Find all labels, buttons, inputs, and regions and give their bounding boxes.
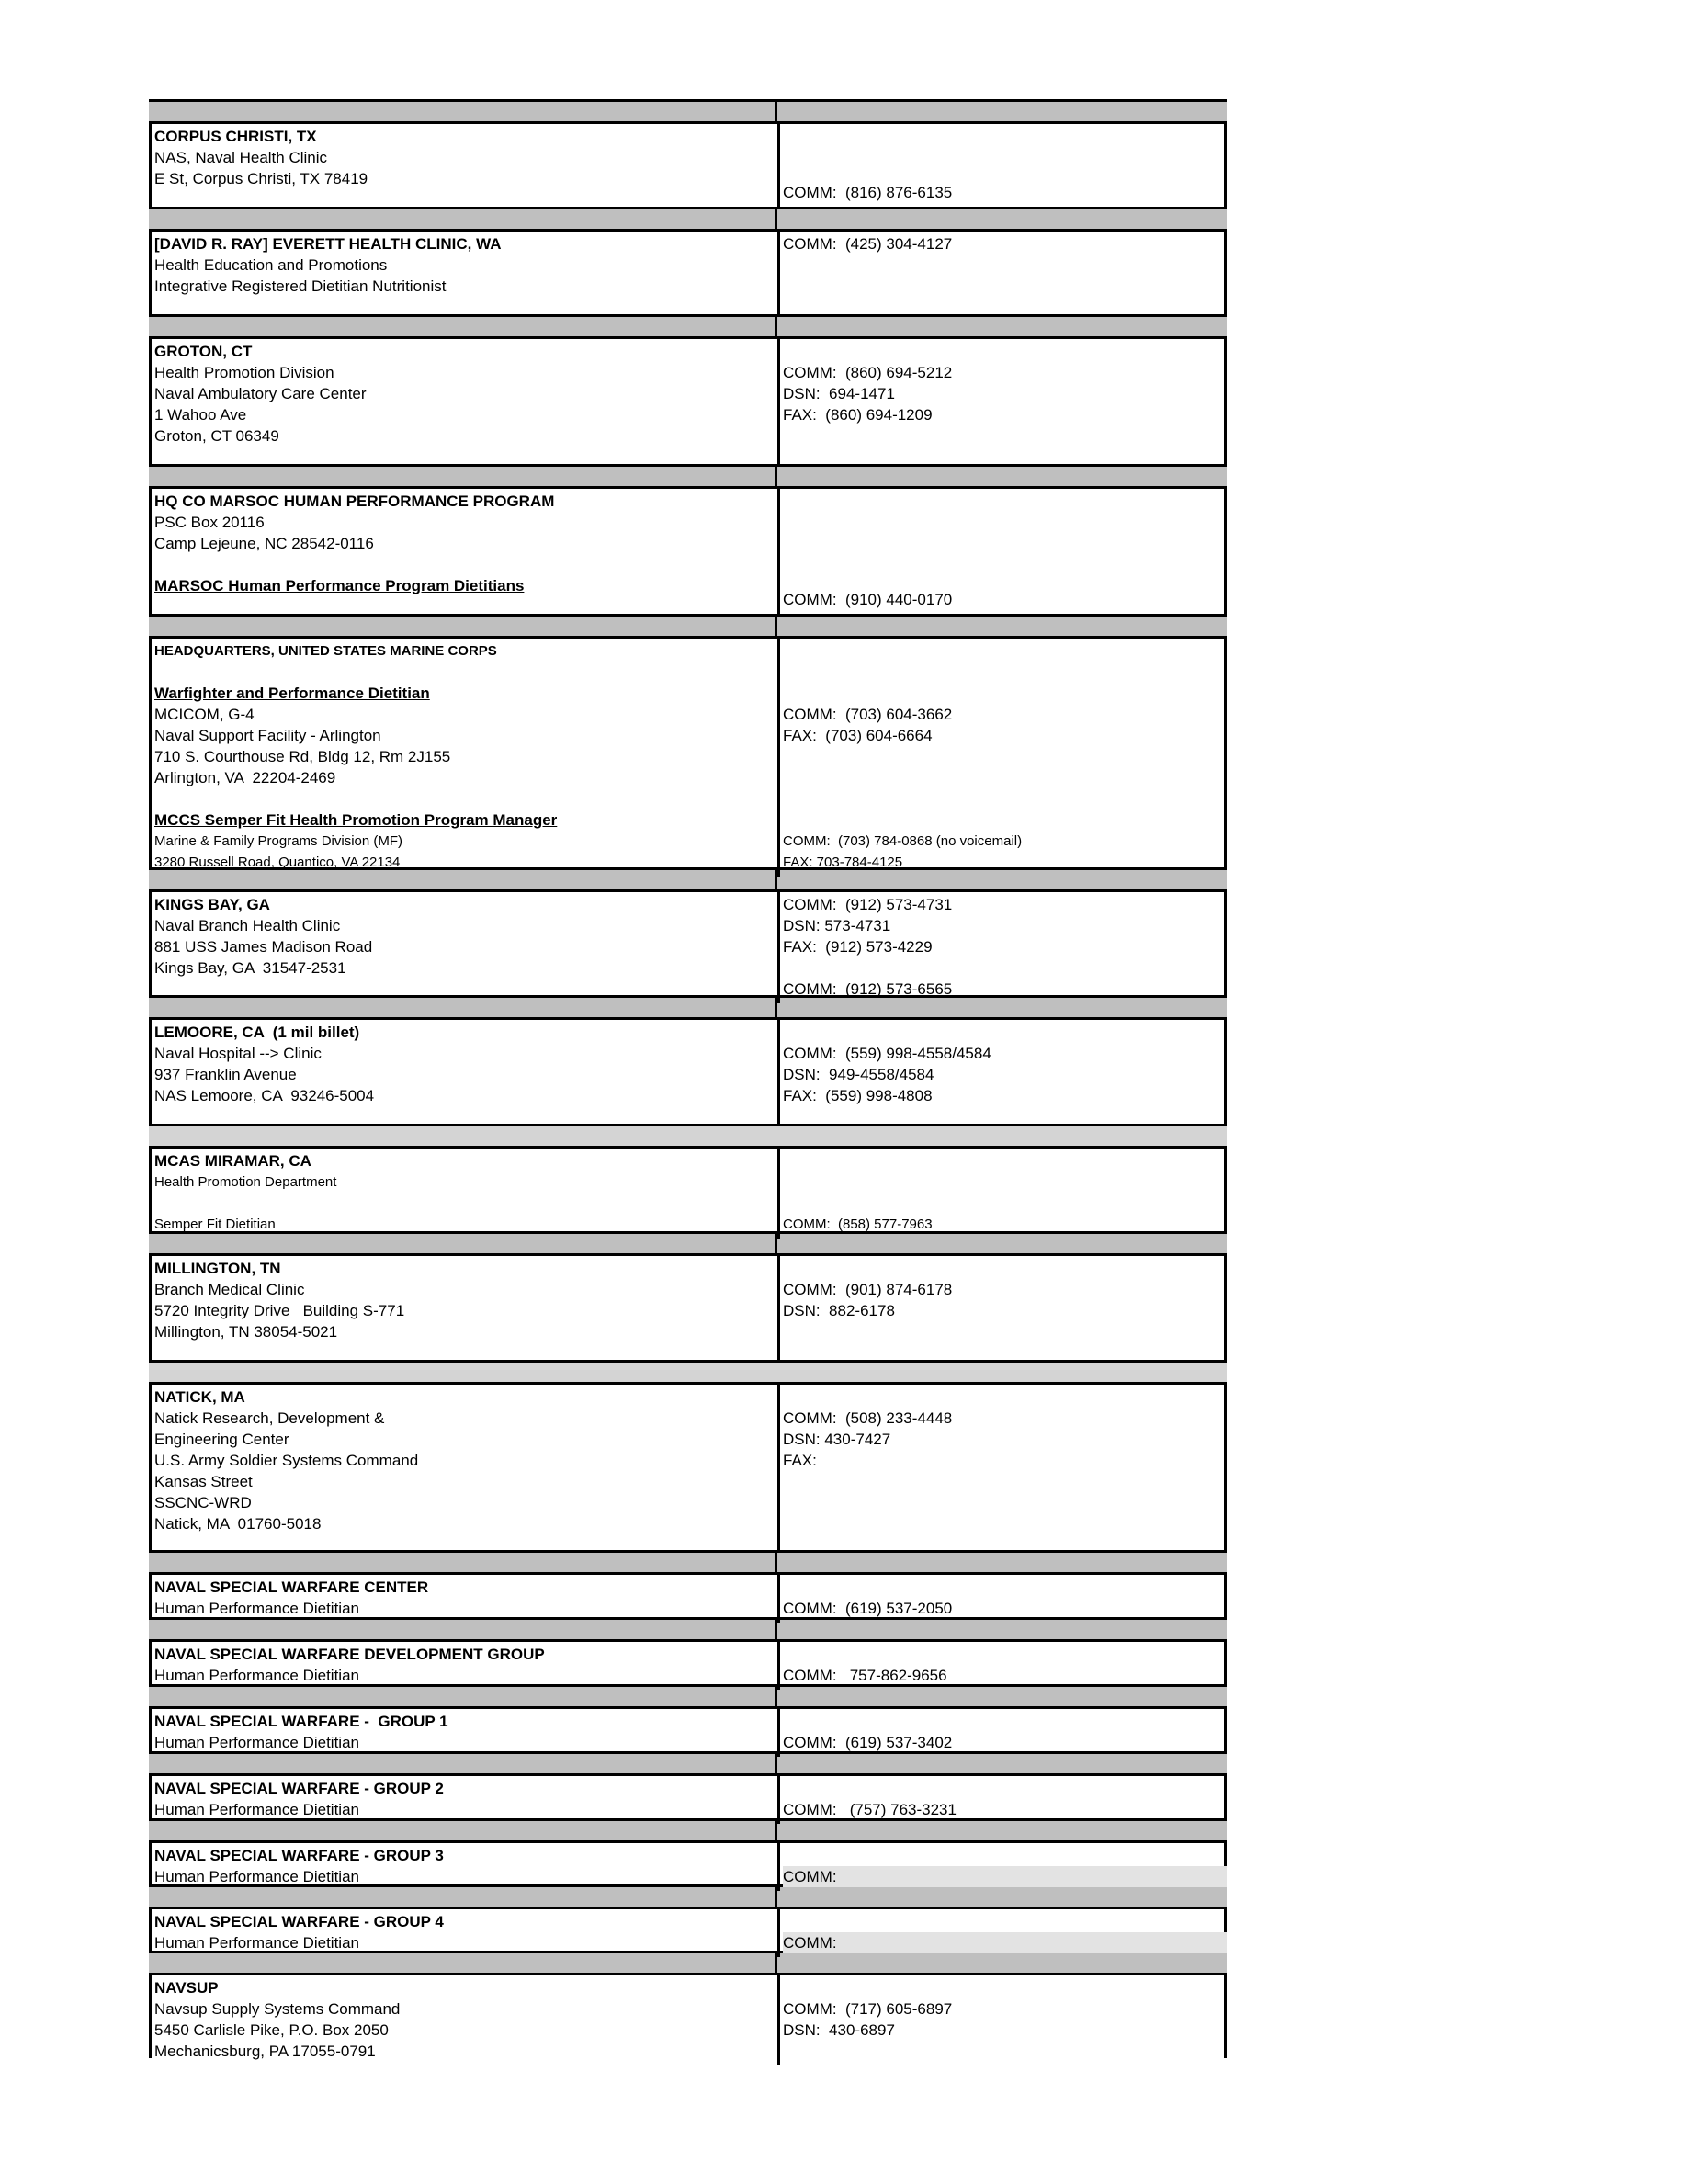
entry-line: Kansas Street [154, 1473, 253, 1490]
location-cell [152, 339, 777, 464]
entry-line [783, 788, 1227, 809]
directory-entry [149, 1909, 1227, 1951]
entry-line: DSN: 430-7427 [783, 1431, 891, 1448]
contact-cell [780, 1256, 1229, 1360]
section-separator [149, 1550, 1227, 1575]
entry-line [783, 809, 1227, 831]
entry-line [783, 341, 1227, 362]
location-cell [152, 232, 777, 314]
entry-line: FAX: [783, 1452, 817, 1469]
entry-line: Integrative Registered Dietitian Nutritionist [154, 277, 447, 295]
entry-heading: [DAVID R. RAY] EVERETT HEALTH CLINIC, WA [154, 235, 502, 253]
entry-line: Millington, TN 38054-5021 [154, 1323, 338, 1341]
location-cell [152, 1020, 777, 1124]
entry-line: Human Performance Dietitian [154, 1600, 359, 1617]
entry-heading: NAVAL SPECIAL WARFARE DEVELOPMENT GROUP [154, 1646, 545, 1663]
entry-line [154, 554, 775, 575]
contact-cell [780, 232, 1229, 314]
entry-line: Human Performance Dietitian [154, 1734, 359, 1751]
entry-line: FAX: (912) 573-4229 [783, 938, 933, 956]
section-separator [149, 1124, 1227, 1149]
entry-subheading: MARSOC Human Performance Program Dietitians [154, 577, 525, 594]
entry-line: Naval Support Facility - Arlington [154, 727, 381, 744]
entry-heading: MILLINGTON, TN [154, 1260, 281, 1277]
entry-subheading: MCCS Semper Fit Health Promotion Program Manager [154, 811, 558, 829]
contact-cell [780, 1909, 1229, 1957]
entry-line [783, 1977, 1227, 1998]
entry-line: NAS, Naval Health Clinic [154, 149, 328, 166]
entry-line: Natick Research, Development & [154, 1409, 385, 1427]
entry-line: PSC Box 20116 [154, 514, 265, 531]
directory-entry [149, 1776, 1227, 1818]
contact-cell [780, 1020, 1229, 1124]
section-separator [149, 464, 1227, 489]
entry-line: Branch Medical Clinic [154, 1281, 305, 1298]
section-separator [149, 207, 1227, 232]
location-cell [152, 1843, 777, 1891]
entry-heading: NAVAL SPECIAL WARFARE - GROUP 1 [154, 1713, 448, 1730]
entry-line: FAX: 703-784-4125 [783, 854, 903, 870]
entry-line: Engineering Center [154, 1431, 289, 1448]
entry-heading: NATICK, MA [154, 1388, 245, 1406]
location-cell [152, 1149, 777, 1239]
location-cell [152, 1256, 777, 1360]
section-separator [149, 99, 1227, 124]
entry-heading: MCAS MIRAMAR, CA [154, 1152, 311, 1170]
location-cell [152, 1975, 777, 2065]
entry-line: Human Performance Dietitian [154, 1667, 359, 1684]
entry-line: COMM: (559) 998-4558/4584 [783, 1045, 991, 1062]
directory-entry [149, 232, 1227, 314]
entry-line [783, 957, 1227, 979]
section-separator [149, 614, 1227, 639]
directory-table [149, 99, 1227, 2058]
contact-cell [780, 1843, 1229, 1891]
entry-line: DSN: 694-1471 [783, 385, 895, 402]
entry-line: COMM: (912) 573-4731 [783, 896, 953, 913]
entry-heading: NAVAL SPECIAL WARFARE - GROUP 4 [154, 1913, 444, 1930]
entry-line: E St, Corpus Christi, TX 78419 [154, 170, 368, 187]
entry-line: COMM: (717) 605-6897 [783, 2000, 953, 2018]
entry-line: Naval Hospital --> Clinic [154, 1045, 322, 1062]
entry-line: COMM: (703) 604-3662 [783, 706, 953, 723]
directory-entry [149, 1709, 1227, 1751]
entry-heading: LEMOORE, CA (1 mil billet) [154, 1024, 360, 1041]
entry-heading: HEADQUARTERS, UNITED STATES MARINE CORPS [154, 643, 497, 659]
entry-line: COMM: (757) 763-3231 [783, 1801, 957, 1818]
contact-cell [780, 339, 1229, 464]
entry-line: 5450 Carlisle Pike, P.O. Box 2050 [154, 2021, 389, 2039]
entry-line: COMM: [783, 1866, 1227, 1887]
directory-entry [149, 639, 1227, 870]
contact-cell [780, 1776, 1229, 1824]
entry-line [154, 662, 775, 683]
section-separator [149, 314, 1227, 339]
entry-subheading: Warfighter and Performance Dietitian [154, 685, 430, 702]
entry-line: COMM: (912) 573-6565 [783, 980, 953, 998]
location-cell [152, 892, 777, 1003]
location-cell [152, 124, 777, 207]
entry-line: MCICOM, G-4 [154, 706, 255, 723]
entry-line [783, 767, 1227, 788]
contact-cell [780, 489, 1229, 614]
entry-line: Arlington, VA 22204-2469 [154, 769, 336, 786]
entry-heading: CORPUS CHRISTI, TX [154, 128, 317, 145]
entry-line: COMM: (619) 537-3402 [783, 1734, 953, 1751]
entry-line: COMM: (816) 876-6135 [783, 184, 953, 201]
location-cell [152, 1776, 777, 1824]
entry-line: 3280 Russell Road, Quantico, VA 22134 [154, 854, 401, 870]
entry-line: FAX: (703) 604-6664 [783, 727, 933, 744]
directory-entry [149, 892, 1227, 998]
entry-line: COMM: (619) 537-2050 [783, 1600, 953, 1617]
contact-cell [780, 1975, 1229, 2065]
entry-line: DSN: 573-4731 [783, 917, 891, 934]
entry-line: 937 Franklin Avenue [154, 1066, 297, 1083]
entry-line: Health Education and Promotions [154, 256, 388, 274]
directory-entry [149, 124, 1227, 207]
directory-entry [149, 1975, 1227, 2058]
entry-line: Health Promotion Department [154, 1174, 337, 1190]
entry-heading: NAVAL SPECIAL WARFARE - GROUP 2 [154, 1780, 444, 1797]
contact-cell [780, 892, 1229, 1003]
directory-entry [149, 1843, 1227, 1884]
entry-line: Semper Fit Dietitian [154, 1216, 276, 1232]
entry-line: SSCNC-WRD [154, 1494, 252, 1511]
entry-line: Navsup Supply Systems Command [154, 2000, 401, 2018]
entry-line [783, 1022, 1227, 1043]
entry-line: Groton, CT 06349 [154, 427, 279, 445]
location-cell [152, 1385, 777, 1550]
contact-cell [780, 1575, 1229, 1623]
entry-line: COMM: (860) 694-5212 [783, 364, 953, 381]
entry-line [783, 640, 1227, 662]
entry-line: COMM: 757-862-9656 [783, 1667, 947, 1684]
entry-line: FAX: (860) 694-1209 [783, 406, 933, 424]
directory-entry [149, 1256, 1227, 1360]
entry-line: U.S. Army Soldier Systems Command [154, 1452, 419, 1469]
contact-cell [780, 124, 1229, 207]
entry-line: COMM: (910) 440-0170 [783, 591, 953, 608]
directory-entry [149, 1642, 1227, 1684]
entry-line: FAX: (559) 998-4808 [783, 1087, 933, 1104]
contact-cell [780, 639, 1229, 877]
contact-cell [780, 1709, 1229, 1757]
entry-line: COMM: (425) 304-4127 [783, 235, 953, 253]
entry-line: Human Performance Dietitian [154, 1868, 359, 1885]
entry-line [783, 662, 1227, 683]
entry-line: DSN: 430-6897 [783, 2021, 895, 2039]
entry-line: DSN: 882-6178 [783, 1302, 895, 1319]
entry-line: Natick, MA 01760-5018 [154, 1515, 322, 1533]
entry-line: Camp Lejeune, NC 28542-0116 [154, 535, 374, 552]
entry-line: 710 S. Courthouse Rd, Bldg 12, Rm 2J155 [154, 748, 451, 765]
entry-line: Naval Branch Health Clinic [154, 917, 341, 934]
entry-line [783, 1386, 1227, 1408]
entry-line [783, 746, 1227, 767]
directory-entry [149, 489, 1227, 614]
entry-line: 881 USS James Madison Road [154, 938, 373, 956]
directory-entry [149, 339, 1227, 464]
contact-cell [780, 1642, 1229, 1690]
entry-line: 1 Wahoo Ave [154, 406, 247, 424]
directory-entry [149, 1149, 1227, 1231]
entry-line: COMM: (703) 784-0868 (no voicemail) [783, 833, 1023, 849]
contact-cell [780, 1149, 1229, 1239]
entry-heading: HQ CO MARSOC HUMAN PERFORMANCE PROGRAM [154, 492, 555, 510]
entry-line: COMM: [783, 1932, 1227, 1953]
entry-heading: NAVAL SPECIAL WARFARE CENTER [154, 1579, 429, 1596]
location-cell [152, 489, 777, 614]
entry-line: Health Promotion Division [154, 364, 334, 381]
entry-line: NAS Lemoore, CA 93246-5004 [154, 1087, 375, 1104]
entry-line: DSN: 949-4558/4584 [783, 1066, 934, 1083]
entry-line: Naval Ambulatory Care Center [154, 385, 367, 402]
entry-line: COMM: (858) 577-7963 [783, 1216, 933, 1232]
entry-line: Human Performance Dietitian [154, 1934, 359, 1952]
entry-heading: GROTON, CT [154, 343, 253, 360]
entry-line: Human Performance Dietitian [154, 1801, 359, 1818]
entry-heading: NAVAL SPECIAL WARFARE - GROUP 3 [154, 1847, 444, 1864]
entry-line: Mechanicsburg, PA 17055-0791 [154, 2043, 376, 2060]
entry-line: COMM: (901) 874-6178 [783, 1281, 953, 1298]
entry-line [783, 1258, 1227, 1279]
location-cell [152, 639, 777, 877]
entry-line [154, 788, 775, 809]
directory-entry [149, 1385, 1227, 1550]
directory-entry [149, 1020, 1227, 1124]
location-cell [152, 1642, 777, 1690]
entry-line: COMM: (508) 233-4448 [783, 1409, 953, 1427]
entry-line: Kings Bay, GA 31547-2531 [154, 959, 346, 977]
location-cell [152, 1575, 777, 1623]
contact-cell [780, 1385, 1229, 1550]
entry-heading: NAVSUP [154, 1979, 219, 1997]
section-separator [149, 1360, 1227, 1385]
directory-entry [149, 1575, 1227, 1617]
location-cell [152, 1709, 777, 1757]
location-cell [152, 1909, 777, 1957]
entry-line [154, 1193, 775, 1214]
entry-line: Marine & Family Programs Division (MF) [154, 833, 403, 849]
entry-line: 5720 Integrity Drive Building S-771 [154, 1302, 405, 1319]
entry-line [783, 683, 1227, 704]
entry-heading: KINGS BAY, GA [154, 896, 270, 913]
